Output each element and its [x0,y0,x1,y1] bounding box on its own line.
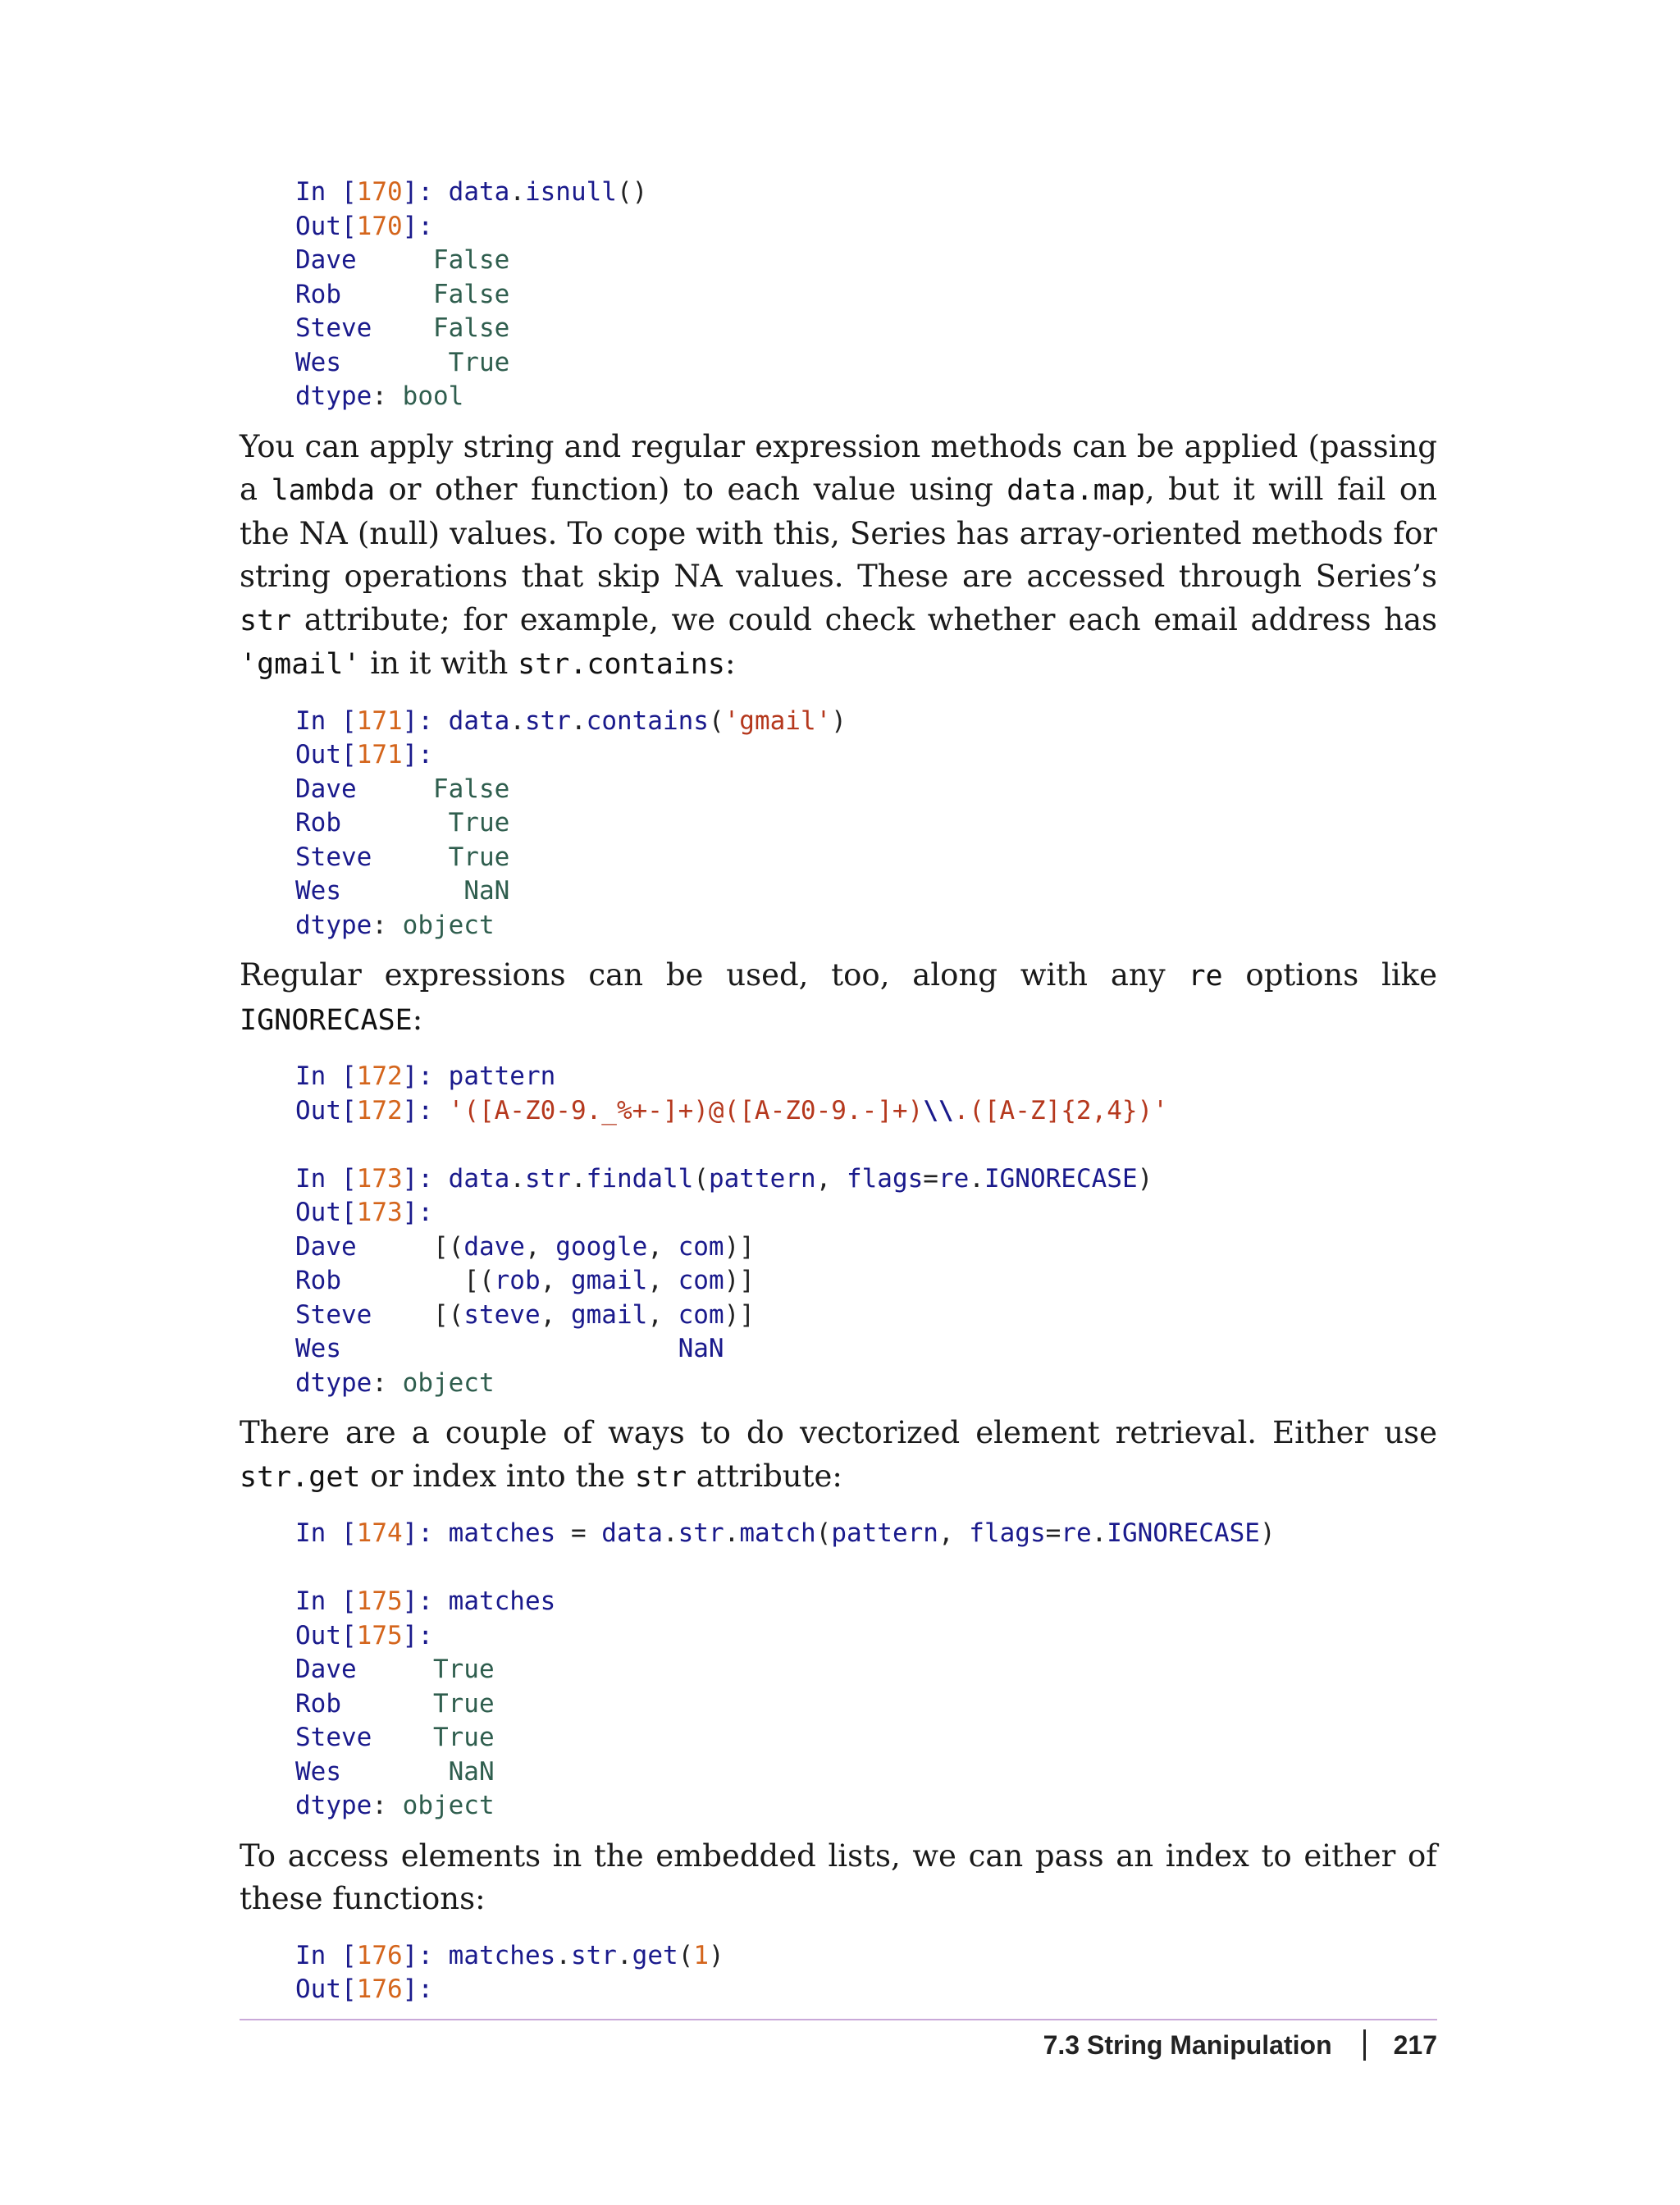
inline-code: lambda [271,474,376,507]
code-token: In [ [295,1163,357,1194]
code-token: . [662,1518,678,1548]
code-token: Out[ [295,1620,357,1650]
code-token: ]: [402,705,449,736]
code-token: = [570,1518,587,1548]
code-token: match [739,1518,816,1548]
footer-rule [240,2019,1437,2020]
code-token: com [678,1231,724,1262]
code-token: )] [724,1231,755,1262]
paragraph-text: attribute: [687,1458,842,1494]
code-line [295,773,1437,807]
inline-code: data.map [1007,474,1145,507]
code-token: True [448,808,510,838]
code-token: Dave [295,774,433,804]
code-token: True [448,842,510,872]
code-token: . [570,705,587,736]
code-line [295,1585,1437,1619]
inline-code: 'gmail' [240,648,361,681]
code-token: ( [678,1940,694,1970]
code-token: dtype [295,1367,372,1398]
page-number: 217 [1393,2029,1437,2060]
code-token: 173 [356,1198,403,1227]
inline-code: re [1188,960,1223,993]
code-token: contains [586,705,709,736]
code-token: ]: [402,1974,433,2004]
code-token: 176 [356,1940,403,1970]
code-token: , [524,1231,556,1262]
code-block [295,705,1437,943]
code-line [295,738,1437,773]
code-token: Wes [295,876,464,906]
code-token: In [ [295,705,357,736]
code-token: Out[ [295,740,357,769]
code-token: isnull [524,177,617,207]
code-token: Out[ [295,1198,357,1227]
paragraph-text: : [412,1001,423,1037]
code-token: Dave [295,245,433,275]
code-block [295,1939,1437,2007]
paragraph-text: options like [1222,957,1437,993]
code-token: ]: [402,1061,449,1091]
code-token: . [1091,1518,1107,1548]
code-token: , [540,1299,571,1330]
code-token: 171 [356,705,403,736]
code-token: get [632,1940,678,1970]
code-token: 170 [356,211,403,241]
code-token: gmail [570,1266,648,1295]
code-token: False [432,774,510,804]
code-token: . [509,177,525,207]
paragraph-text: attribute; for example, we could check whether each email address has [291,601,1437,637]
code-token: str [524,705,571,736]
code-token: : [372,1791,403,1820]
code-token: Wes [295,1334,678,1363]
code-token: pattern [831,1518,938,1548]
body-paragraph [240,1412,1437,1499]
code-token: In [ [295,1061,357,1091]
code-token: Rob [295,1266,464,1295]
footer-section-title: 7.3 String Manipulation [1043,2029,1332,2060]
code-token: ]: [402,1586,449,1616]
code-token: str [524,1163,571,1194]
code-token: = [1045,1518,1061,1548]
code-token: str [570,1940,617,1970]
code-token: 'gmail' [724,705,832,736]
code-token: ]: [402,1095,449,1125]
code-line [295,1789,1437,1824]
code-token: Wes [295,347,449,377]
code-token: flags [846,1163,924,1194]
code-token: . [555,1940,571,1970]
code-token: matches [448,1518,571,1548]
code-token: data [448,1163,510,1194]
inline-code: str.contains [518,648,726,681]
code-line [295,278,1437,313]
code-token: [( [463,1266,495,1295]
code-token: True [432,1655,495,1684]
code-line [295,1721,1437,1755]
body-paragraph [240,426,1437,687]
code-token: True [448,347,510,377]
code-token: 174 [356,1518,403,1548]
code-line [295,874,1437,909]
code-token: dtype [295,910,372,940]
code-token: , [647,1231,678,1262]
code-token: data [448,705,510,736]
code-token: object [402,910,495,940]
code-token: ]: [402,1518,449,1548]
code-token: True [432,1723,495,1752]
code-token: . [616,1940,632,1970]
code-token: flags [969,1518,1046,1548]
code-token: dtype [295,381,372,411]
code-token: Out[ [295,211,357,241]
code-token: False [432,245,510,275]
code-token: [( [432,1299,464,1330]
code-token: com [678,1266,724,1295]
code-token: data [586,1518,663,1548]
code-token: dtype [295,1791,372,1820]
paragraph-text: : [725,646,736,681]
code-token: pattern [448,1061,556,1091]
code-token: Steve [295,1299,433,1330]
code-token: ]: [402,177,449,207]
code-line [295,312,1437,346]
paragraph-text: There are a couple of ways to do vectorized element retrieval. Either use [240,1415,1437,1450]
inline-code: str.get [240,1460,361,1494]
code-token: '([A-Z0-9._%+-]+)@([A-Z0-9.-]+) [448,1095,924,1125]
code-line [295,346,1437,381]
code-token: Steve [295,842,449,872]
code-token: ]: [402,1163,449,1194]
code-token: [( [432,1231,464,1262]
code-token: ( [815,1518,832,1548]
paragraph-text: , but it will fail on the NA (null) values. To cope with this, Series has array-oriented methods for string operations that skip NA values. These are accessed through Series’s [240,472,1437,594]
code-token: ) [831,705,847,736]
code-token: , [540,1266,571,1295]
code-token: ]: [402,1940,449,1970]
code-line [295,1162,1437,1197]
footer-separator [1363,2029,1366,2061]
paragraph-text: You can apply string and regular expression methods can be applied (passing a [240,428,1437,507]
code-line [295,1551,1437,1586]
code-line [295,1619,1437,1654]
code-token: ) [1137,1163,1153,1194]
code-line [295,841,1437,875]
code-token: In [ [295,1940,357,1970]
code-token: . [509,705,525,736]
code-line [295,380,1437,414]
code-token: , [938,1518,970,1548]
code-token: 170 [356,177,403,207]
code-token: : [372,381,403,411]
code-token: 172 [356,1061,403,1091]
code-line [295,176,1437,210]
code-token: .([A-Z]{2,4})' [953,1095,1168,1125]
code-token: True [432,1688,495,1719]
code-token: () [616,177,648,207]
code-line [295,1196,1437,1230]
paragraph-text: or index into the [360,1458,635,1494]
code-token: ]: [402,1198,433,1227]
code-line [295,1517,1437,1551]
code-token: Steve [295,1723,433,1752]
code-token: matches [448,1940,556,1970]
code-token: ]: [402,740,433,769]
code-token: rob [494,1266,541,1295]
code-token: , [647,1299,678,1330]
body-paragraph [240,954,1437,1042]
code-token: Wes [295,1756,449,1787]
code-token: IGNORECASE [984,1163,1138,1194]
code-line [295,1060,1437,1094]
code-line [295,1128,1437,1162]
code-token: 175 [356,1620,403,1650]
code-block [295,1517,1437,1824]
code-line [295,705,1437,739]
page-content [240,176,1437,2014]
code-token: Out[ [295,1974,357,2004]
code-token: . [509,1163,525,1194]
code-token: : [372,910,403,940]
code-token: matches [448,1586,556,1616]
code-token: 173 [356,1163,403,1194]
paragraph-text: in it with [360,646,518,681]
code-token: ]: [402,211,433,241]
code-token: 171 [356,740,403,769]
code-token: pattern [708,1163,816,1194]
code-line [295,1653,1437,1687]
paragraph-text: Regular expressions can be used, too, along with any [240,957,1189,993]
code-token: : [372,1367,403,1398]
code-token: 175 [356,1586,403,1616]
code-line [295,1230,1437,1265]
code-token: bool [402,381,464,411]
code-token: data [448,177,510,207]
code-token: 176 [356,1974,403,2004]
code-token: ( [693,1163,709,1194]
code-line [295,1939,1437,1974]
code-token: findall [586,1163,694,1194]
paragraph-text: To access elements in the embedded lists, we can pass an index to either of these functions: [240,1838,1437,1916]
code-token: Dave [295,1655,433,1684]
code-token: re [938,1163,970,1194]
code-token: Steve [295,313,433,343]
inline-code: str [240,604,292,637]
code-token: Rob [295,808,449,838]
code-token: In [ [295,177,357,207]
code-line [295,1367,1437,1401]
code-token: )] [724,1266,755,1295]
code-token: Rob [295,1688,433,1719]
page-footer [1043,2029,1437,2061]
code-token: ) [709,1940,724,1970]
code-token: Dave [295,1231,433,1262]
code-token: . [570,1163,587,1194]
code-line [295,1687,1437,1722]
code-token: NaN [678,1334,724,1363]
code-line [295,909,1437,943]
code-line [295,1332,1437,1367]
code-token: ( [708,705,724,736]
code-line [295,1299,1437,1333]
code-token: In [ [295,1586,357,1616]
code-token: \\ [923,1095,954,1125]
code-token: str [678,1518,724,1548]
code-line [295,1755,1437,1790]
inline-code: str [634,1460,687,1494]
code-line [295,210,1437,244]
code-line [295,1264,1437,1299]
code-line [295,244,1437,278]
paragraph-text: or other function) to each value using [375,472,1007,507]
code-token: 172 [356,1095,403,1125]
code-token: object [402,1367,495,1398]
code-token: gmail [570,1299,648,1330]
code-token: . [969,1163,984,1194]
code-token: False [432,279,510,309]
code-line [295,1973,1437,2007]
code-block [295,176,1437,414]
code-token: , [647,1266,678,1295]
code-line [295,1094,1437,1129]
code-token: )] [724,1299,755,1330]
code-token: ]: [402,1620,433,1650]
code-block [295,1060,1437,1400]
inline-code: IGNORECASE [240,1003,413,1037]
code-token: . [724,1518,740,1548]
code-token: google [555,1231,648,1262]
code-token: ) [1259,1518,1276,1548]
code-token: = [923,1163,938,1194]
code-token: Out[ [295,1095,357,1125]
code-token: NaN [448,1756,495,1787]
code-token: Rob [295,279,433,309]
code-token: 1 [693,1940,709,1970]
code-token: In [ [295,1518,357,1548]
code-token: re [1061,1518,1092,1548]
body-paragraph [240,1835,1437,1921]
code-token: IGNORECASE [1107,1518,1260,1548]
code-token: object [402,1791,495,1820]
code-token: NaN [463,876,510,906]
code-token: False [432,313,510,343]
code-token: steve [463,1299,541,1330]
code-token: dave [463,1231,525,1262]
code-line [295,806,1437,841]
code-token: , [815,1163,847,1194]
code-token: com [678,1299,724,1330]
